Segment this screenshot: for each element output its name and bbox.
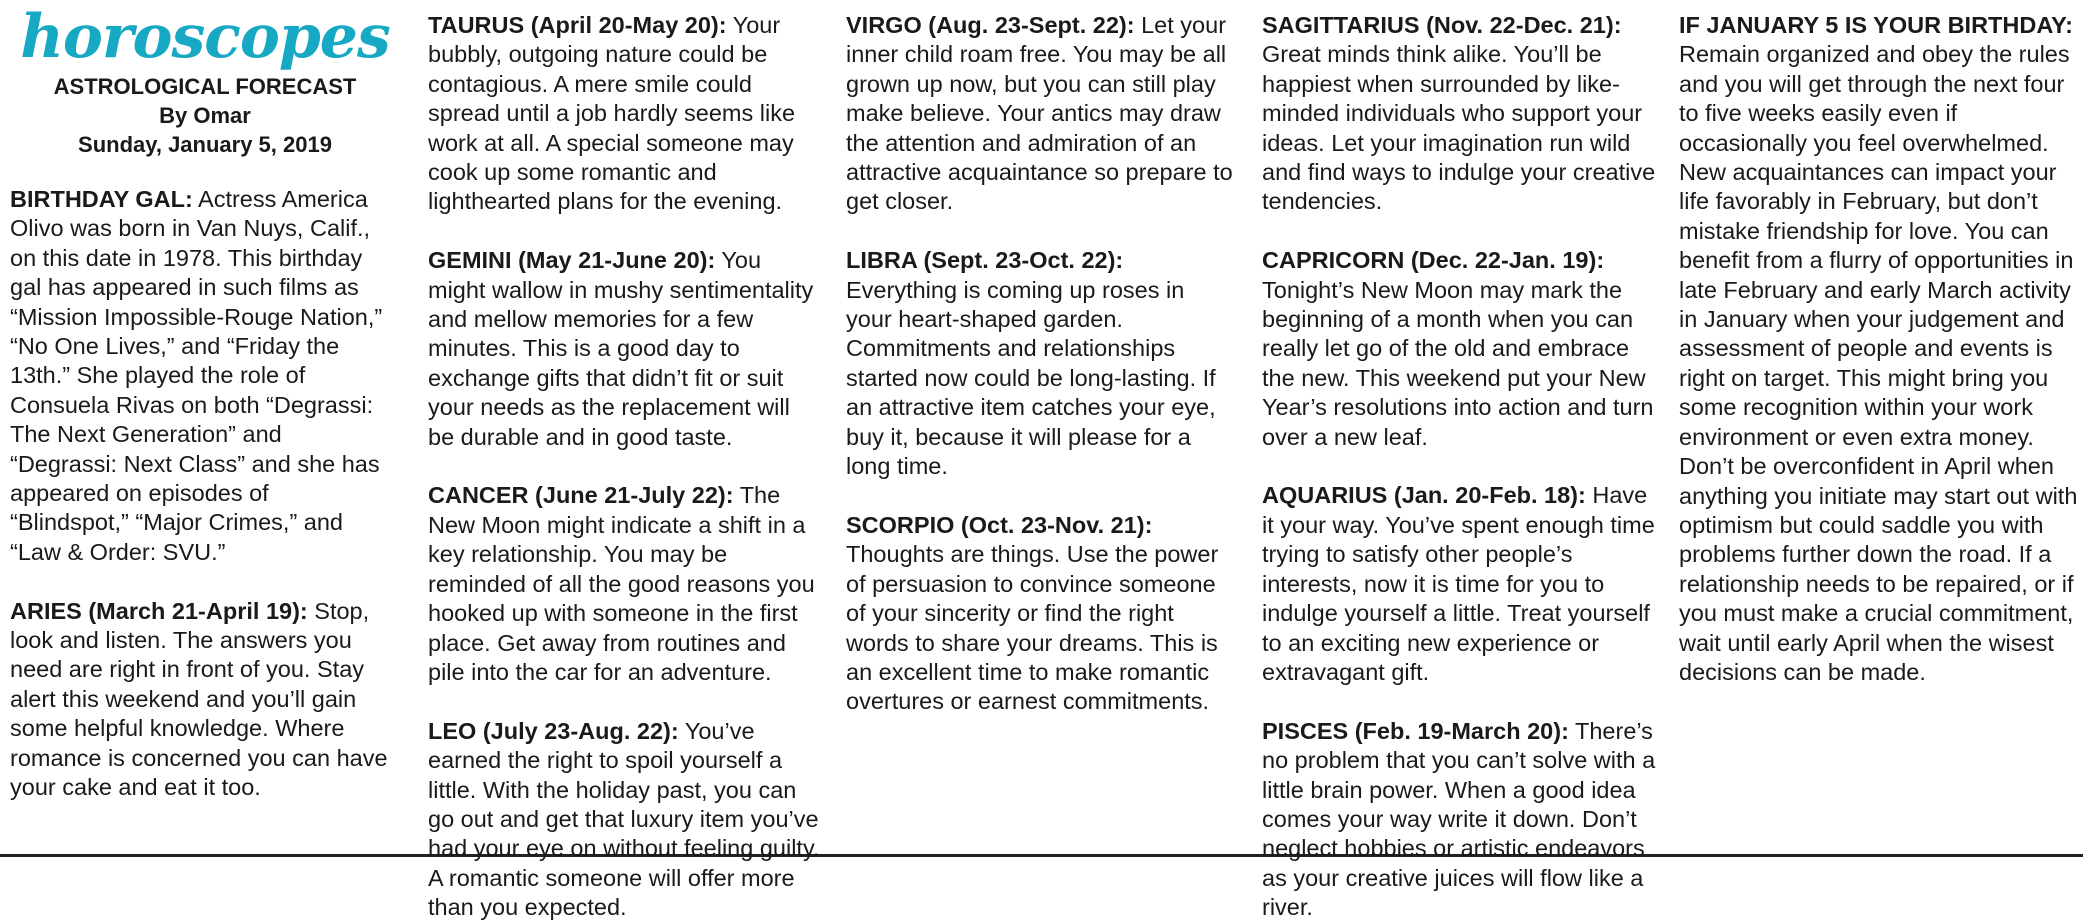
sign-entry-libra	[846, 246, 1236, 481]
entry-heading: CAPRICORN (Dec. 22-Jan. 19):	[1262, 247, 1605, 274]
entry-text: You’ve earned the right to spoil yourself a little. With the holiday past, you can go out and get that luxury item you’ve had your eye on without feeling guilty. A romantic someone will offer more than you expected.	[428, 717, 820, 921]
entry-text: Stop, look and listen. The answers you need are right in front of you. Stay alert this weekend and you’ll gain some helpful knowledge. Where romance is concerned you can have your cake and eat it too.	[10, 597, 388, 801]
sign-entry-gemini	[428, 246, 820, 452]
entry-text: Thoughts are things. Use the power of persuasion to convince someone of your sincerity or find the right words to share your dreams. This is an excellent time to make romantic overtures or earnest commitments.	[846, 541, 1219, 715]
entry-text: Tonight’s New Moon may mark the beginning of a month when you can really let go of the old and embrace the new. This weekend put your New Year’s resolutions into action and turn over a new leaf.	[1262, 276, 1654, 450]
entry-text: You might wallow in mushy sentimentality and mellow memories for a few minutes. This is a good day to exchange gifts that didn’t fit or suit your needs as the replacement will be durable and in good taste.	[428, 247, 814, 450]
entry-text: Everything is coming up roses in your heart-shaped garden. Commitments and relationships started now could be long-lasting. If an attractive item catches your eye, buy it, because it will please for a long time.	[846, 276, 1216, 480]
entry-heading: PISCES (Feb. 19-March 20):	[1262, 717, 1569, 744]
sign-entry-taurus	[428, 11, 820, 217]
entry-text: Let your inner child roam free. You may be all grown up now, but you can still play make believe. Your antics may draw the attention and admiration of an attractive acquaintance so prepare to get closer.	[846, 12, 1233, 215]
entry-heading: CANCER (June 21-July 22):	[428, 482, 734, 509]
column-2	[428, 11, 820, 921]
birthday-gal-entry	[10, 185, 392, 567]
sign-entry-sagittarius	[1262, 11, 1662, 217]
entry-heading: LIBRA (Sept. 23-Oct. 22):	[846, 247, 1124, 274]
entry-text: There’s no problem that you can’t solve with a little brain power. When a good idea comes your way write it down. Don’t neglect hobbies or artistic endeavors as your creative juices will flow like a river.	[1262, 717, 1656, 921]
column-3	[846, 11, 1236, 861]
entry-heading: SAGITTARIUS (Nov. 22-Dec. 21):	[1262, 12, 1622, 38]
entry-heading: BIRTHDAY GAL:	[10, 186, 193, 212]
entry-heading: SCORPIO (Oct. 23-Nov. 21):	[846, 511, 1153, 538]
sign-entry-pisces	[1262, 717, 1662, 923]
entry-heading: IF JANUARY 5 IS YOUR BIRTHDAY:	[1679, 12, 2073, 38]
entry-heading: VIRGO (Aug. 23-Sept. 22):	[846, 12, 1135, 38]
masthead-byline: By Omar	[159, 103, 251, 128]
masthead	[10, 2, 392, 159]
sign-entry-cancer	[428, 481, 820, 687]
entry-text: Actress America Olivo was born in Van Nuys, Calif., on this date in 1978. This birthday gal has appeared in such films as “Mission Impossible-Rouge Nation,” “No One Lives,” and “Friday the 13th.” She played the role of Consuela Rivas on both “Degrassi: The Next Generation” and “Degrassi: Next Class” and she has appeared on episodes of “Blindspot,” “Major Crimes,” and “Law & Order: SVU.”	[10, 186, 383, 565]
entry-heading: AQUARIUS (Jan. 20-Feb. 18):	[1262, 482, 1586, 509]
entry-heading: ARIES (March 21-April 19):	[10, 597, 308, 624]
masthead-title: ASTROLOGICAL FORECAST	[53, 74, 357, 99]
entry-heading: TAURUS (April 20-May 20):	[428, 12, 727, 38]
entry-text: Your bubbly, outgoing nature could be contagious. A mere smile could spread until a job hardly seems like work at all. A special someone may cook up some romantic and lighthearted plans for the evening.	[428, 12, 796, 215]
entry-heading: GEMINI (May 21-June 20):	[428, 247, 716, 274]
sign-entry-aries	[10, 597, 392, 803]
sign-entry-aquarius	[1262, 481, 1662, 687]
birthday-entry	[1679, 11, 2079, 687]
sign-entry-leo	[428, 717, 820, 923]
sign-entry-scorpio	[846, 511, 1236, 717]
column-5	[1679, 11, 2079, 861]
horoscopes-logo: horoscopes	[20, 2, 390, 72]
entry-text: Remain organized and obey the rules and you will get through the next four to five weeks easily even if occasionally you feel overwhelmed. New acquaintances can impact your life favorably in February, but don’t mistake friendship for love. You can benefit from a flurry of opportunities in late February and early March activity in January when your judgement and assessment of people and events is right on target. This might bring you some recognition within your work environment or even extra money. Don’t be overconfident in April when anything you initiate may start out with optimism but could saddle you with problems further down the road. If a relationship needs to be repaired, or if you must make a crucial commitment, wait until early April when the wisest decisions can be made.	[1679, 41, 2078, 685]
sign-entry-capricorn	[1262, 246, 1662, 452]
sign-entry-virgo	[846, 11, 1236, 217]
entry-text: The New Moon might indicate a shift in a key relationship. You may be reminded of all the good reasons you hooked up with someone in the first place. Get away from routines and pile into the car for an adventure.	[428, 482, 815, 685]
column-1	[10, 0, 392, 850]
entry-heading: LEO (July 23-Aug. 22):	[428, 717, 679, 744]
entry-text: Have it your way. You’ve spent enough time trying to satisfy other people’s interests, now it is time for you to indulge yourself a little. Treat yourself to an exciting new experience or extravagant gift.	[1262, 482, 1655, 685]
column-4	[1262, 11, 1662, 921]
masthead-date: Sunday, January 5, 2019	[78, 132, 332, 157]
entry-text: Great minds think alike. You’ll be happiest when surrounded by like-minded individuals who support your ideas. Let your imagination run wild and find ways to indulge your creative tendencies.	[1262, 41, 1656, 215]
